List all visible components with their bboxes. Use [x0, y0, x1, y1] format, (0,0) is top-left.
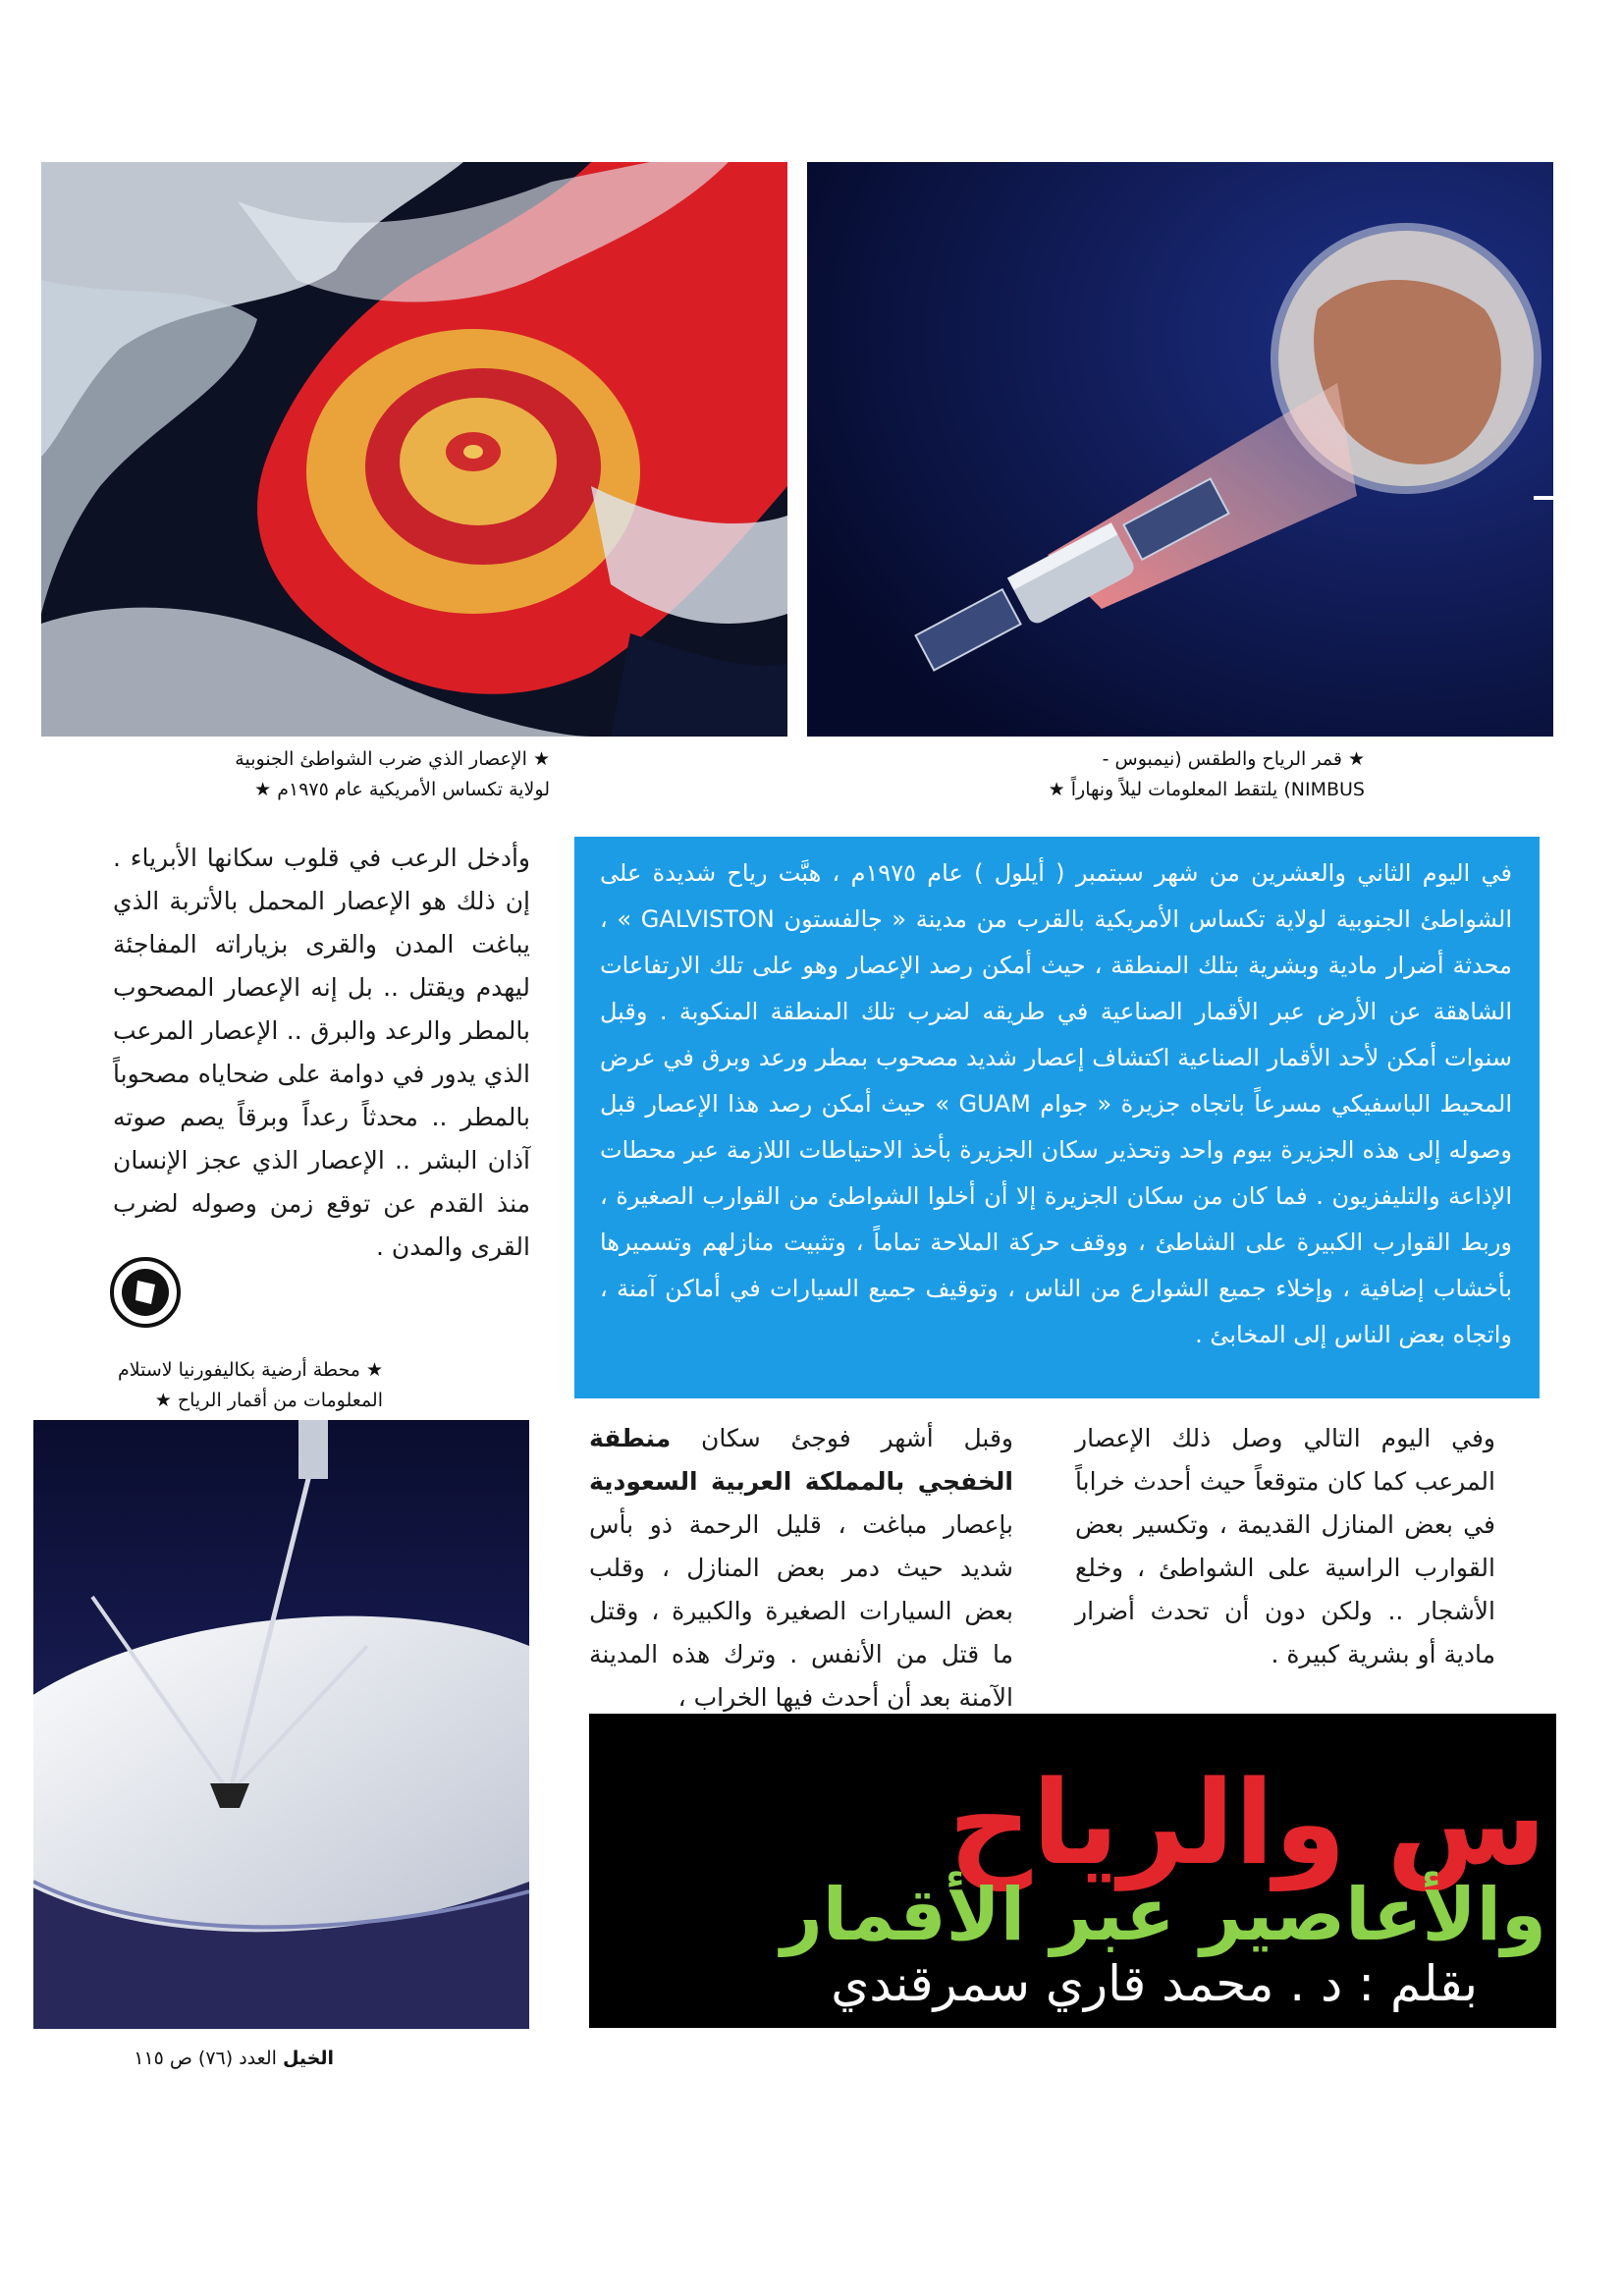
satellite-caption-line1: ★ قمر الرياح والطقس (نيمبوس - [1102, 748, 1365, 770]
left-column [113, 837, 530, 1269]
satellite-photo [807, 162, 1553, 737]
intro-text: في اليوم الثاني والعشرين من شهر سبتمبر ( أيلول ) عام ١٩٧٥م ، هبَّت رياح شديدة على الشواطئ الجنوبية لولاية تكساس الأمريكية بالقرب من مدينة « جالفستون GALVISTON » ، محدثة أضرار مادية وبشرية بتلك المنطقة ، حيث أمكن رصد الإعصار وهو على تلك الارتفاعات الشاهقة عن الأرض عبر الأقمار الصناعية في طريقه لضرب تلك المنطقة المنكوبة . وقبل سنوات أمكن لأحد الأقمار الصناعية اكتشاف إعصار شديد مصحوب بمطر ورعد وبرق في عرض المحيط الباسفيكي مسرعاً باتجاه جزيرة « جوام GUAM » حيث أمكن رصد هذا الإعصار قبل وصوله إلى هذه الجزيرة بيوم واحد وتحذير سكان الجزيرة بأخذ الاحتياطات اللازمة عبر محطات الإذاعة والتليفزيون . فما كان من سكان الجزيرة إلا أن أخلوا الشواطئ من القوارب الصغيرة ، وربط القوارب الكبيرة على الشاطئ ، ووقف حركة الملاحة تماماً ، وتثبيت منازلهم وتسميرها بأخشاب إضافية ، وإخلاء جميع الشوارع من الناس ، وتوقيف جميع السيارات في أماكن آمنة ، واتجاه بعض الناس إلى المخابئ . [600, 859, 1513, 1348]
middle-lower-column [589, 1417, 1013, 1720]
hurricane-caption [226, 744, 550, 805]
right-lower-column [1075, 1417, 1495, 1676]
title-block [589, 1714, 1556, 2028]
dish-image [33, 1420, 529, 2029]
hurricane-photo [41, 162, 787, 737]
footer-issue-text: العدد (٧٦) ص ١١٥ [134, 2048, 277, 2069]
dish-caption [69, 1355, 383, 1416]
middle-column-rest: بإعصار مباغت ، قليل الرحمة ذو بأس شديد حيث دمر بعض المنازل ، وقلب بعض السيارات الصغيرة والكبيرة ، وقتل ما قتل من الأنفس . وترك هذه المدينة الآمنة بعد أن أحدث فيها الخراب ، [589, 1510, 1013, 1712]
hurricane-caption-line2: لولاية تكساس الأمريكية عام ١٩٧٥م ★ [254, 779, 550, 800]
title-author: بقلم : د . محمد قاري سمرقندي [831, 1955, 1478, 2012]
satellite-image [807, 162, 1553, 737]
page-footer [98, 2048, 334, 2069]
middle-column-highlight: منطقة الخفجي بالمملكة العربية السعودية [589, 1424, 1013, 1496]
satellite-caption-line2: NIMBUS) يلتقط المعلومات ليلاً ونهاراً ★ [1048, 779, 1365, 800]
footer-logo-text: الخيل [282, 2048, 334, 2069]
dish-caption-line2: المعلومات من أقمار الرياح ★ [154, 1390, 383, 1411]
dish-photo [33, 1420, 529, 2029]
satellite-caption [1041, 744, 1365, 805]
title-main: س والرياح [947, 1755, 1546, 1890]
intro-box [574, 837, 1540, 1398]
title-sub: والأعاصير عبر الأقمار [781, 1873, 1546, 1957]
magazine-logo [108, 1255, 183, 1330]
hurricane-image [41, 162, 787, 737]
middle-column-intro: وقبل أشهر فوجئ سكان [701, 1424, 1013, 1452]
logo-mark-icon [108, 1255, 183, 1330]
left-column-text: وأدخل الرعب في قلوب سكانها الأبرياء . إن ذلك هو الإعصار المحمل بالأتربة الذي يباغت المدن والقرى بزياراته المفاجئة ليهدم ويقتل .. بل إنه الإعصار المصحوب بالمطر والرعد والبرق .. الإعصار المرعب الذي يدور في دوامة على ضحاياه مصحوباً بالمطر .. محدثاً رعداً وبرقاً يصم صوته آذان البشر .. الإعصار الذي عجز الإنسان منذ القدم عن توقع زمن وصوله لضرب القرى والمدن . [113, 844, 530, 1261]
middle-lower-column-paragraph [589, 1417, 1013, 1720]
right-lower-column-text: وفي اليوم التالي وصل ذلك الإعصار المرعب كما كان متوقعاً حيث أحدث خراباً في بعض المنازل القديمة ، وتكسير بعض القوارب الراسية على الشواطئ ، وخلع الأشجار .. ولكن دون أن تحدث أضرار مادية أو بشرية كبيرة . [1075, 1424, 1495, 1668]
dish-caption-line1: ★ محطة أرضية بكاليفورنيا لاستلام [117, 1359, 383, 1381]
hurricane-caption-line1: ★ الإعصار الذي ضرب الشواطئ الجنوبية [235, 748, 550, 770]
